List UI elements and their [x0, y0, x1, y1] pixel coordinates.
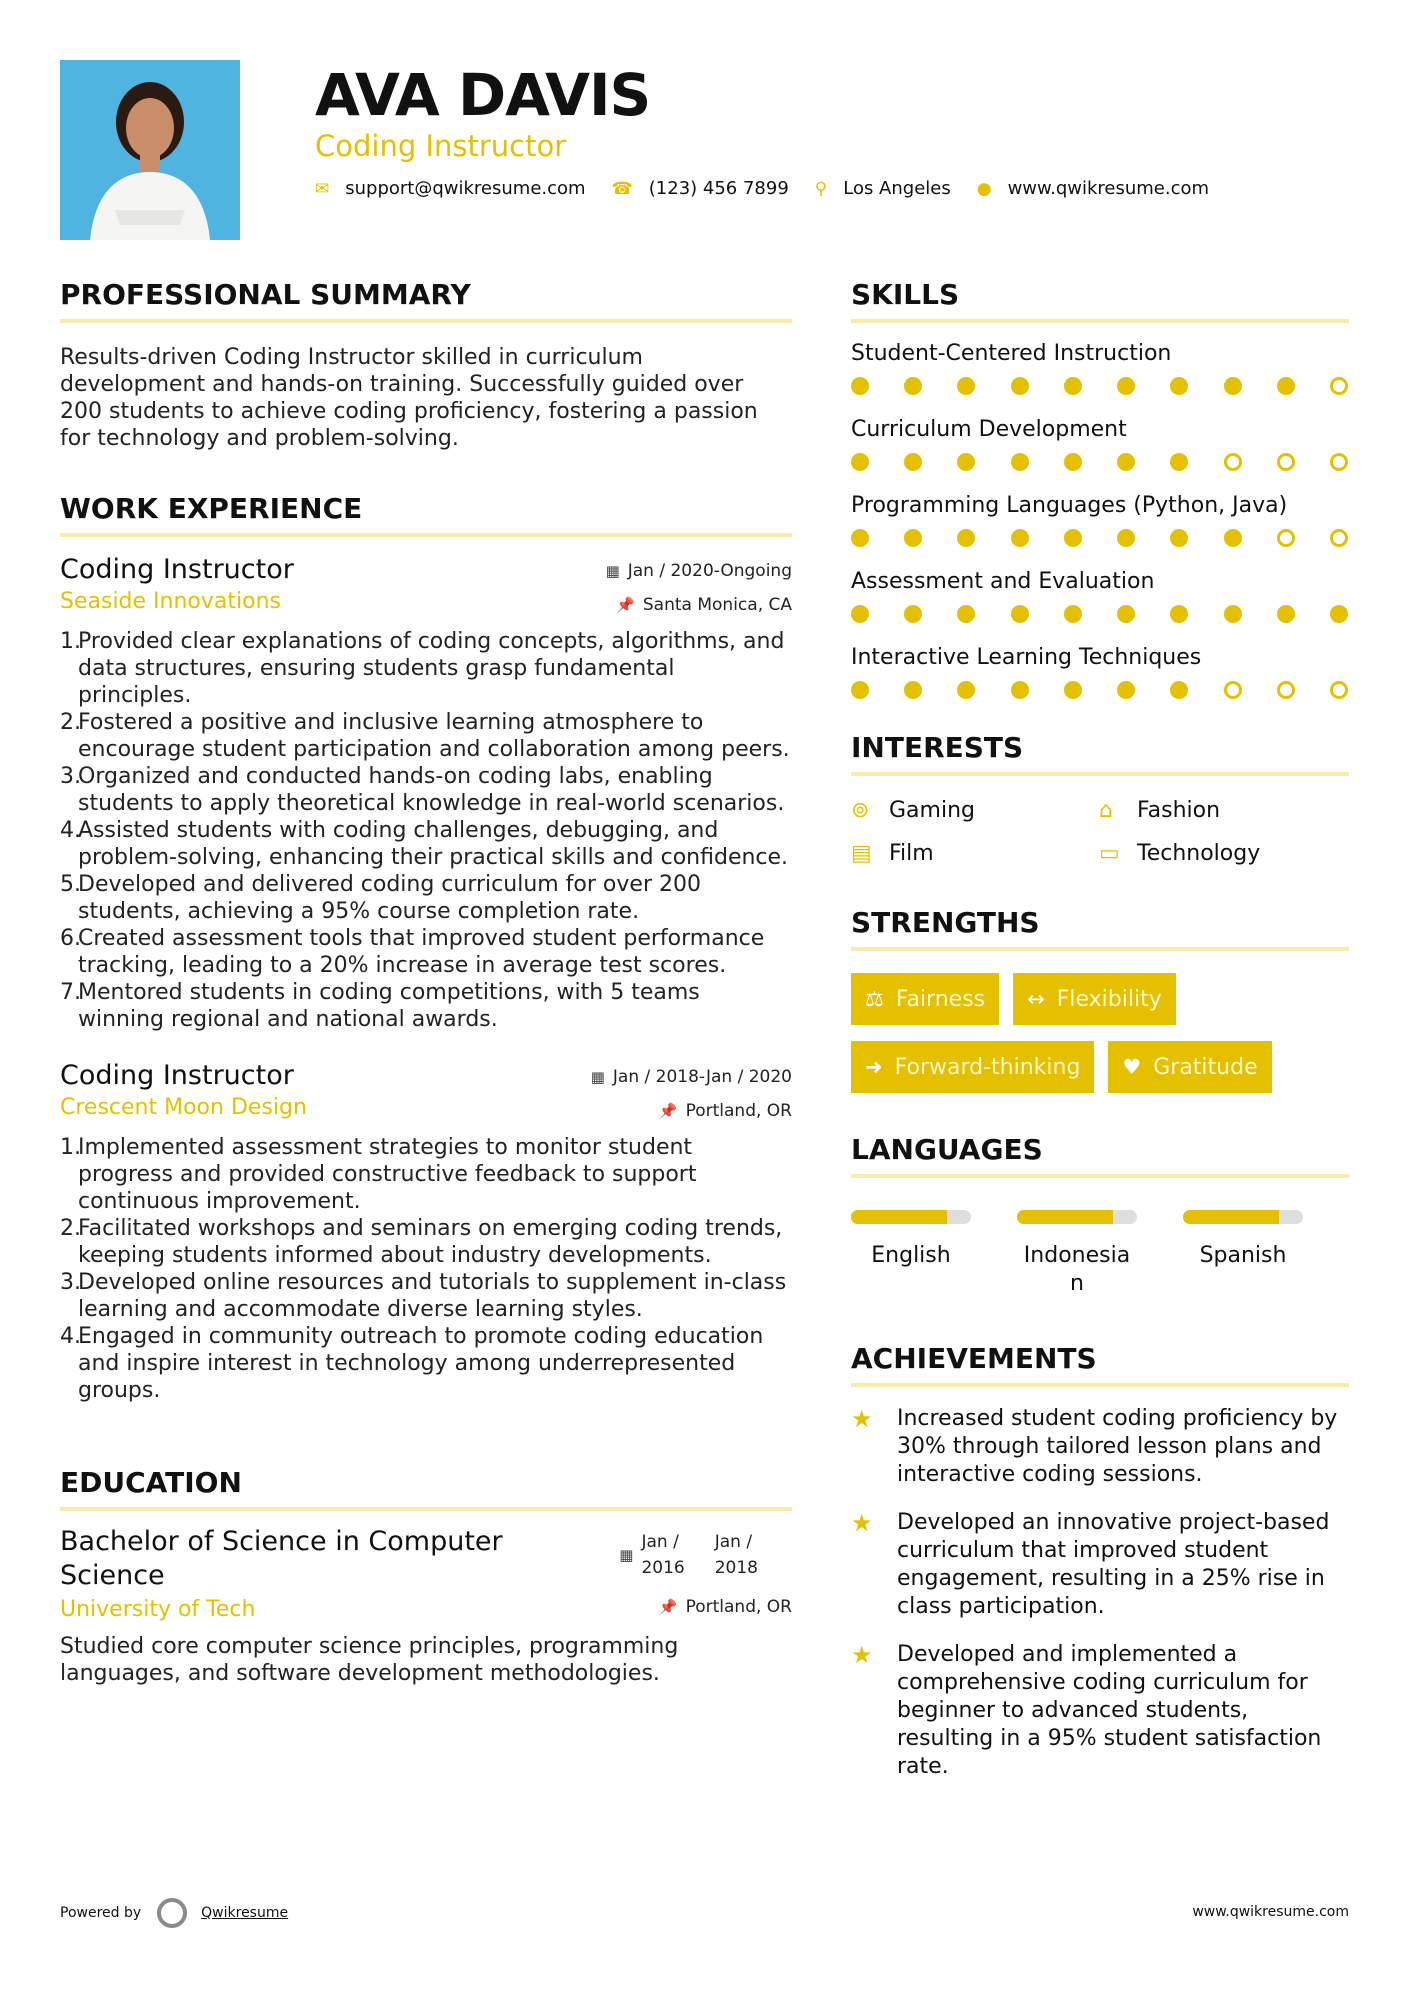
achievements-section	[851, 1342, 1349, 1781]
rating-dot-filled	[1117, 681, 1135, 699]
calendar-icon: ▦	[590, 1068, 605, 1086]
interest-item: ⊚ Gaming	[851, 798, 975, 823]
strengths-divider	[851, 947, 1349, 951]
rating-dot-filled	[1117, 529, 1135, 547]
job-bullets	[60, 628, 792, 1033]
skill-rating	[851, 605, 1348, 623]
rating-dot-empty	[1277, 529, 1295, 547]
star-icon: ★	[851, 1509, 873, 1537]
contact-row	[315, 178, 1235, 199]
rating-dot-filled	[957, 529, 975, 547]
language-name-line: Spanish	[1199, 1243, 1287, 1268]
skill-name: Student-Centered Instruction	[851, 341, 1172, 366]
degree-line-1: Bachelor of Science in Computer	[60, 1526, 503, 1557]
globe-icon: ●	[976, 178, 992, 199]
rating-dot-filled	[1011, 377, 1029, 395]
rating-dot-filled	[1224, 377, 1242, 395]
job-company: Seaside Innovations	[60, 589, 281, 614]
interests-section	[851, 731, 1349, 866]
rating-dot-empty	[1330, 681, 1348, 699]
rating-dot-filled	[1011, 453, 1029, 471]
balance-scale-icon: ⚖	[865, 987, 884, 1011]
job-title: Coding Instructor	[60, 554, 294, 585]
language-level-fill	[1017, 1210, 1113, 1224]
education-section	[60, 1466, 792, 1687]
strengths-badges	[851, 973, 1349, 1093]
rating-dot-filled	[957, 377, 975, 395]
achievements-heading: ACHIEVEMENTS	[851, 1342, 1097, 1375]
profile-photo	[60, 60, 240, 240]
rating-dot-filled	[1277, 377, 1295, 395]
list-item: 7. Mentored students in coding competitions, with 5 teams winning regional and national awards.	[60, 980, 700, 1032]
list-item: 4. Engaged in community outreach to promote coding education and inspire interest in technology among underrepresented groups.	[60, 1324, 764, 1403]
languages-list	[851, 1210, 1349, 1298]
rating-dot-filled	[904, 377, 922, 395]
footer-powered-by	[60, 1898, 288, 1928]
rating-dot-filled	[1011, 681, 1029, 699]
list-item: 5. Developed and delivered coding curriculum for over 200 students, achieving a 95% course completion rate.	[60, 872, 701, 924]
experience-heading: WORK EXPERIENCE	[60, 492, 363, 525]
summary-divider	[60, 319, 792, 323]
rating-dot-filled	[1330, 605, 1348, 623]
strength-badge: ⚖ Fairness	[851, 973, 999, 1025]
pin-icon: 📌	[616, 596, 635, 614]
rating-dot-empty	[1224, 681, 1242, 699]
summary-text: Results-driven Coding Instructor skilled in curriculum development and hands-on training. Successfully guided over 200 students to achieve coding proficiency, fostering a passion for technology and problem-solving.	[60, 345, 758, 451]
education-heading: EDUCATION	[60, 1466, 242, 1499]
laptop-icon: ▭	[1099, 841, 1120, 866]
interest-item: ▭ Technology	[1099, 841, 1261, 866]
left-column	[60, 278, 792, 1687]
language-name-line: English	[871, 1243, 951, 1268]
education-divider	[60, 1507, 792, 1511]
strength-badge: ➜ Forward-thinking	[851, 1041, 1094, 1093]
summary-section	[60, 278, 792, 452]
rating-dot-empty	[1224, 453, 1242, 471]
language-item	[851, 1210, 971, 1298]
skill-name: Assessment and Evaluation	[851, 569, 1155, 594]
interest-item: ⌂ Fashion	[1099, 798, 1221, 823]
interests-divider	[851, 772, 1349, 776]
rating-dot-filled	[1011, 605, 1029, 623]
skill-name: Curriculum Development	[851, 417, 1127, 442]
rating-dot-filled	[851, 681, 869, 699]
language-name-line: n	[1070, 1271, 1084, 1296]
language-name	[1017, 1242, 1137, 1298]
rating-dot-empty	[1277, 453, 1295, 471]
rating-dot-filled	[1064, 681, 1082, 699]
rating-dot-filled	[851, 377, 869, 395]
experience-section	[60, 492, 792, 1404]
footer-website[interactable]: www.qwikresume.com	[1192, 1904, 1349, 1920]
school-name: University of Tech	[60, 1597, 256, 1622]
rating-dot-filled	[1064, 377, 1082, 395]
skills-divider	[851, 319, 1349, 323]
rating-dot-filled	[1170, 377, 1188, 395]
rating-dot-filled	[1170, 529, 1188, 547]
qwikresume-logo-icon	[157, 1898, 187, 1928]
rating-dot-filled	[1011, 529, 1029, 547]
skills-section	[851, 278, 1349, 699]
interests-grid	[851, 798, 1349, 866]
job-location: Portland, OR	[685, 1101, 792, 1121]
achievements-list	[851, 1405, 1349, 1781]
job-entry	[60, 553, 792, 1033]
arrows-horizontal-icon: ↔	[1027, 987, 1045, 1011]
phone-icon: ☎	[611, 178, 633, 199]
rating-dot-filled	[1117, 377, 1135, 395]
resume-header	[315, 60, 650, 164]
strengths-section	[851, 906, 1349, 1093]
language-name-line: Indonesia	[1023, 1243, 1131, 1268]
list-item: 2. Fostered a positive and inclusive learning atmosphere to encourage student participation and collaboration among peers.	[60, 710, 790, 762]
language-level-bar	[851, 1210, 971, 1224]
job-entry	[60, 1059, 792, 1404]
rating-dot-filled	[1117, 605, 1135, 623]
rating-dot-filled	[957, 681, 975, 699]
skill-item	[851, 339, 1349, 395]
edu-start-month: Jan /	[641, 1532, 679, 1552]
rating-dot-filled	[1064, 453, 1082, 471]
envelope-icon: ✉	[315, 178, 330, 199]
rating-dot-filled	[851, 529, 869, 547]
right-column	[851, 278, 1349, 1781]
rating-dot-empty	[1330, 453, 1348, 471]
rating-dot-filled	[1277, 605, 1295, 623]
rating-dot-filled	[1224, 529, 1242, 547]
rating-dot-empty	[1330, 529, 1348, 547]
language-name	[1183, 1242, 1303, 1270]
rating-dot-filled	[1170, 605, 1188, 623]
job-date: Jan / 2020-Ongoing	[627, 561, 792, 581]
achievements-divider	[851, 1383, 1349, 1387]
skill-item	[851, 643, 1349, 699]
rating-dot-filled	[957, 605, 975, 623]
list-item: 2. Facilitated workshops and seminars on emerging coding trends, keeping students informed about industry developments.	[60, 1216, 783, 1268]
job-company: Crescent Moon Design	[60, 1095, 307, 1120]
language-level-fill	[1183, 1210, 1279, 1224]
languages-section	[851, 1133, 1349, 1298]
language-item	[1017, 1210, 1137, 1298]
skill-rating	[851, 529, 1348, 547]
skills-list	[851, 339, 1349, 699]
list-item: 3. Organized and conducted hands-on coding labs, enabling students to apply theoretical knowledge in real-world scenarios.	[60, 764, 785, 816]
skill-name: Programming Languages (Python, Java)	[851, 493, 1288, 518]
edu-start-year: 2016	[641, 1558, 685, 1578]
achievement-item: ★ Increased student coding proficiency by 30% through tailored lesson plans and interactive coding sessions.	[851, 1405, 1338, 1487]
job-location: Santa Monica, CA	[642, 595, 792, 615]
education-description: Studied core computer science principles, programming languages, and software development methodologies.	[60, 1634, 679, 1686]
list-item: 6. Created assessment tools that improved student performance tracking, leading to a 20% increase in average test scores.	[60, 926, 765, 978]
experience-divider	[60, 533, 792, 537]
language-name	[851, 1242, 971, 1270]
gamepad-icon: ⊚	[851, 798, 870, 823]
star-icon: ★	[851, 1641, 873, 1669]
degree-line-2: Science	[60, 1560, 165, 1591]
contact-website[interactable]: www.qwikresume.com	[1007, 178, 1210, 199]
skill-rating	[851, 377, 1348, 395]
rating-dot-filled	[1224, 605, 1242, 623]
skills-heading: SKILLS	[851, 278, 960, 311]
edu-end-month: Jan /	[714, 1532, 753, 1552]
rating-dot-filled	[904, 529, 922, 547]
arrow-right-icon: ➜	[865, 1055, 883, 1079]
rating-dot-filled	[851, 605, 869, 623]
calendar-icon: ▦	[619, 1546, 634, 1564]
qwikresume-link[interactable]: Qwikresume	[201, 1905, 289, 1921]
list-item: 4. Assisted students with coding challenges, debugging, and problem-solving, enhancing their practical skills and confidence.	[60, 818, 789, 870]
skill-rating	[851, 453, 1348, 471]
summary-heading: PROFESSIONAL SUMMARY	[60, 278, 471, 311]
language-level-bar	[1183, 1210, 1303, 1224]
powered-by-label: Powered by	[60, 1905, 142, 1921]
interests-heading: INTERESTS	[851, 731, 1024, 764]
rating-dot-filled	[904, 605, 922, 623]
job-title: Coding Instructor	[60, 1060, 294, 1091]
film-icon: ▤	[851, 841, 872, 866]
pin-icon: 📌	[658, 1598, 678, 1616]
skill-item	[851, 491, 1349, 547]
contact-email[interactable]: support@qwikresume.com	[345, 178, 586, 199]
rating-dot-filled	[1064, 605, 1082, 623]
skill-rating	[851, 681, 1348, 699]
pin-icon: 📌	[658, 1102, 678, 1120]
heart-icon: ♥	[1122, 1055, 1142, 1079]
candidate-name: AVA DAVIS	[315, 61, 651, 129]
star-icon: ★	[851, 1405, 873, 1433]
contact-phone[interactable]: (123) 456 7899	[648, 178, 789, 199]
list-item: 3. Developed online resources and tutorials to supplement in-class learning and accommodate diverse learning styles.	[60, 1270, 787, 1322]
list-item: 1. Provided clear explanations of coding concepts, algorithms, and data structures, ensuring students grasp fundamental principles.	[60, 629, 785, 708]
rating-dot-filled	[851, 453, 869, 471]
strength-badge: ♥ Gratitude	[1108, 1041, 1271, 1093]
interest-item: ▤ Film	[851, 841, 934, 866]
rating-dot-empty	[1277, 681, 1295, 699]
rating-dot-filled	[904, 453, 922, 471]
skill-item	[851, 567, 1349, 623]
edu-location: Portland, OR	[685, 1597, 792, 1617]
person-silhouette-icon	[60, 60, 240, 240]
list-item: 1. Implemented assessment strategies to monitor student progress and provided constructive feedback to support continuous improvement.	[60, 1135, 697, 1214]
contact-location: Los Angeles	[843, 178, 951, 199]
calendar-icon: ▦	[605, 562, 620, 580]
candidate-title: Coding Instructor	[315, 129, 567, 163]
skill-item	[851, 415, 1349, 471]
languages-heading: LANGUAGES	[851, 1133, 1043, 1166]
languages-divider	[851, 1174, 1349, 1178]
job-bullets	[60, 1134, 792, 1404]
rating-dot-filled	[1117, 453, 1135, 471]
achievement-item: ★ Developed and implemented a comprehensive coding curriculum for beginner to advanced students, resulting in a 95% student satisfaction rate.	[851, 1641, 1322, 1779]
achievement-item: ★ Developed an innovative project-based curriculum that improved student engagement, resulting in a 25% rise in class participation.	[851, 1509, 1330, 1619]
rating-dot-empty	[1330, 377, 1348, 395]
language-level-fill	[851, 1210, 947, 1224]
skill-name: Interactive Learning Techniques	[851, 645, 1202, 670]
rating-dot-filled	[1064, 529, 1082, 547]
rating-dot-filled	[957, 453, 975, 471]
map-pin-icon: ⚲	[814, 178, 828, 199]
job-date: Jan / 2018-Jan / 2020	[612, 1067, 792, 1087]
shopping-bag-icon: ⌂	[1099, 798, 1113, 823]
edu-end-year: 2018	[714, 1558, 758, 1578]
rating-dot-filled	[904, 681, 922, 699]
rating-dot-filled	[1170, 453, 1188, 471]
strengths-heading: STRENGTHS	[851, 906, 1040, 939]
rating-dot-filled	[1170, 681, 1188, 699]
strength-badge: ↔ Flexibility	[1013, 973, 1176, 1025]
language-item	[1183, 1210, 1303, 1298]
language-level-bar	[1017, 1210, 1137, 1224]
